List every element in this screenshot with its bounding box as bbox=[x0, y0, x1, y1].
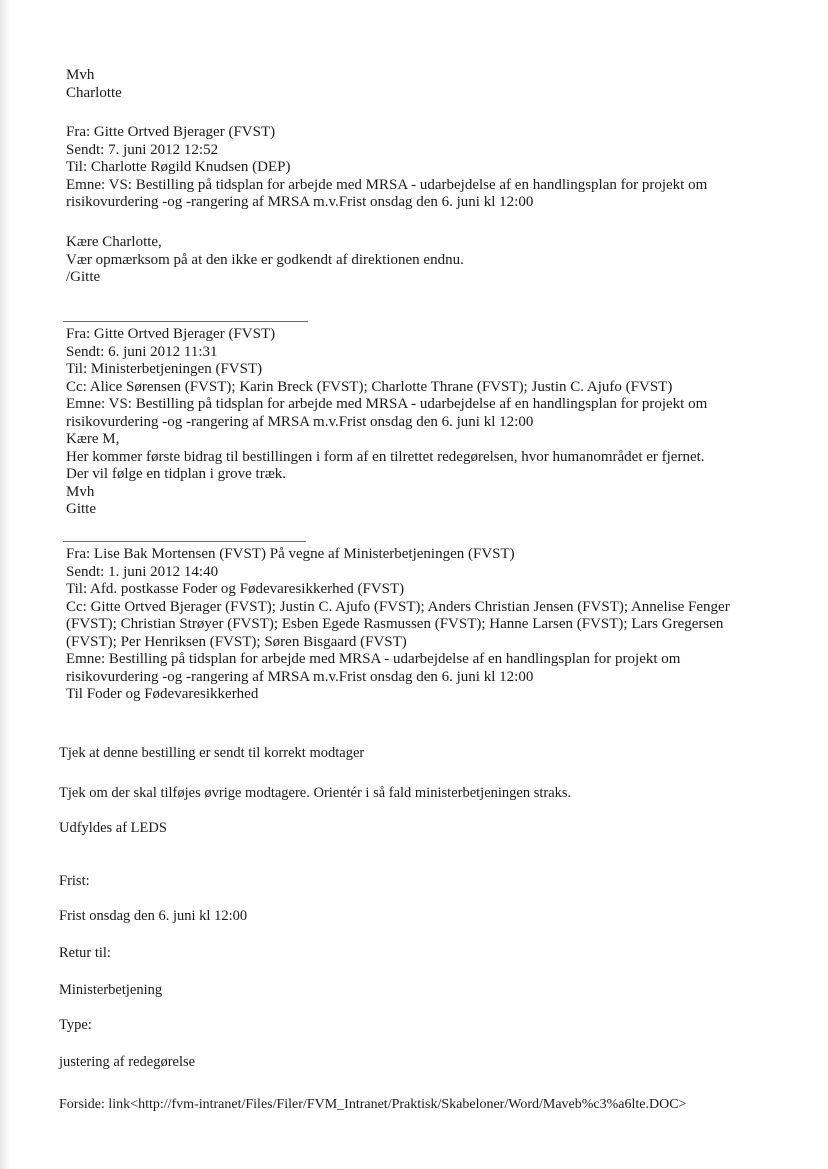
return-to-label: Retur til: bbox=[59, 945, 111, 961]
filled-by-label: Udfyldes af LEDS bbox=[59, 820, 167, 836]
email1-from: Fra: Gitte Ortved Bjerager (FVST) bbox=[66, 124, 276, 140]
separator-rule bbox=[63, 321, 308, 322]
email1-header bbox=[66, 124, 766, 212]
email3-cc-line3: (FVST); Per Henriksen (FVST); Søren Bisgaard (FVST) bbox=[66, 633, 407, 650]
type-value: justering af redegørelse bbox=[59, 1054, 196, 1070]
email2-body-line: Mvh bbox=[66, 483, 95, 500]
email1-subject-line1: Emne: VS: Bestilling på tidsplan for arbejde med MRSA - udarbejdelse af en handlingsplan for projekt om bbox=[66, 176, 708, 193]
email1-sent: Sendt: 7. juni 2012 12:52 bbox=[66, 141, 219, 158]
email3-sent: Sendt: 1. juni 2012 14:40 bbox=[66, 563, 219, 580]
email3-to: Til: Afd. postkasse Foder og Fødevaresikkerhed (FVST) bbox=[66, 581, 405, 597]
deadline-label: Frist: bbox=[59, 873, 90, 889]
email1-subject-line2: risikovurdering -og -rangering af MRSA m.v.Frist onsdag den 6. juni kl 12:00 bbox=[66, 194, 534, 210]
email1-body bbox=[66, 234, 766, 287]
email1-body-line: Vær opmærksom på at den ikke er godkendt af direktionen endnu. bbox=[66, 251, 464, 268]
email3-addressee: Til Foder og Fødevaresikkerhed bbox=[66, 686, 259, 702]
email3-header bbox=[66, 546, 766, 704]
cover-page-link[interactable]: Forside: link<http://fvm-intranet/Files/Filer/FVM_Intranet/Praktisk/Skabeloner/Word/Maveb%c3%a6lte.DOC> bbox=[59, 1097, 687, 1112]
return-to-value: Ministerbetjening bbox=[59, 982, 163, 998]
signoff-name: Charlotte bbox=[66, 84, 122, 101]
email2-sent: Sendt: 6. juni 2012 11:31 bbox=[66, 343, 218, 360]
email1-body-line: /Gitte bbox=[66, 269, 101, 285]
email1-body-line: Kære Charlotte, bbox=[66, 234, 162, 250]
email2-from: Fra: Gitte Ortved Bjerager (FVST) bbox=[66, 326, 276, 342]
separator-rule bbox=[63, 541, 306, 542]
email3-subject-line2: risikovurdering -og -rangering af MRSA m.v.Frist onsdag den 6. juni kl 12:00 bbox=[66, 668, 534, 685]
email1-to: Til: Charlotte Røgild Knudsen (DEP) bbox=[66, 159, 291, 175]
email2-header bbox=[66, 326, 766, 519]
email3-subject-line1: Emne: Bestilling på tidsplan for arbejde med MRSA - udarbejdelse af en handlingsplan for projekt om bbox=[66, 651, 681, 667]
signoff-block bbox=[66, 67, 766, 102]
email2-subject-line2: risikovurdering -og -rangering af MRSA m.v.Frist onsdag den 6. juni kl 12:00 bbox=[66, 413, 534, 430]
email3-cc-line1: Cc: Gitte Ortved Bjerager (FVST); Justin C. Ajufo (FVST); Anders Christian Jensen (FVST); Annelise Fenger bbox=[66, 598, 730, 615]
check-more-recipients-text: Tjek om der skal tilføjes øvrige modtagere. Orientér i så fald ministerbetjeningen straks. bbox=[59, 785, 572, 801]
email3-cc-line2: (FVST); Christian Strøyer (FVST); Esben Egede Rasmussen (FVST); Hanne Larsen (FVST); Lars Gregersen bbox=[66, 616, 724, 632]
signoff-greeting: Mvh bbox=[66, 67, 95, 83]
email2-body-line: Gitte bbox=[66, 501, 96, 517]
email2-body-line: Kære M, bbox=[66, 431, 120, 447]
email3-from: Fra: Lise Bak Mortensen (FVST) På vegne af Ministerbetjeningen (FVST) bbox=[66, 546, 515, 562]
email2-subject-line1: Emne: VS: Bestilling på tidsplan for arbejde med MRSA - udarbejdelse af en handlingsplan for projekt om bbox=[66, 396, 708, 412]
deadline-value: Frist onsdag den 6. juni kl 12:00 bbox=[59, 908, 248, 924]
check-recipient-text: Tjek at denne bestilling er sendt til korrekt modtager bbox=[59, 745, 365, 761]
email2-body-line: Der vil følge en tidplan i grove træk. bbox=[66, 466, 286, 482]
scan-edge-shadow bbox=[0, 0, 10, 1169]
email2-body-line: Her kommer første bidrag til bestillingen i form af en tilrettet redegørelsen, hvor humanområdet er fjernet. bbox=[66, 448, 705, 465]
type-label: Type: bbox=[59, 1017, 92, 1033]
email2-cc: Cc: Alice Sørensen (FVST); Karin Breck (FVST); Charlotte Thrane (FVST); Justin C. Ajufo (FVST) bbox=[66, 378, 673, 395]
email2-to: Til: Ministerbetjeningen (FVST) bbox=[66, 361, 263, 377]
